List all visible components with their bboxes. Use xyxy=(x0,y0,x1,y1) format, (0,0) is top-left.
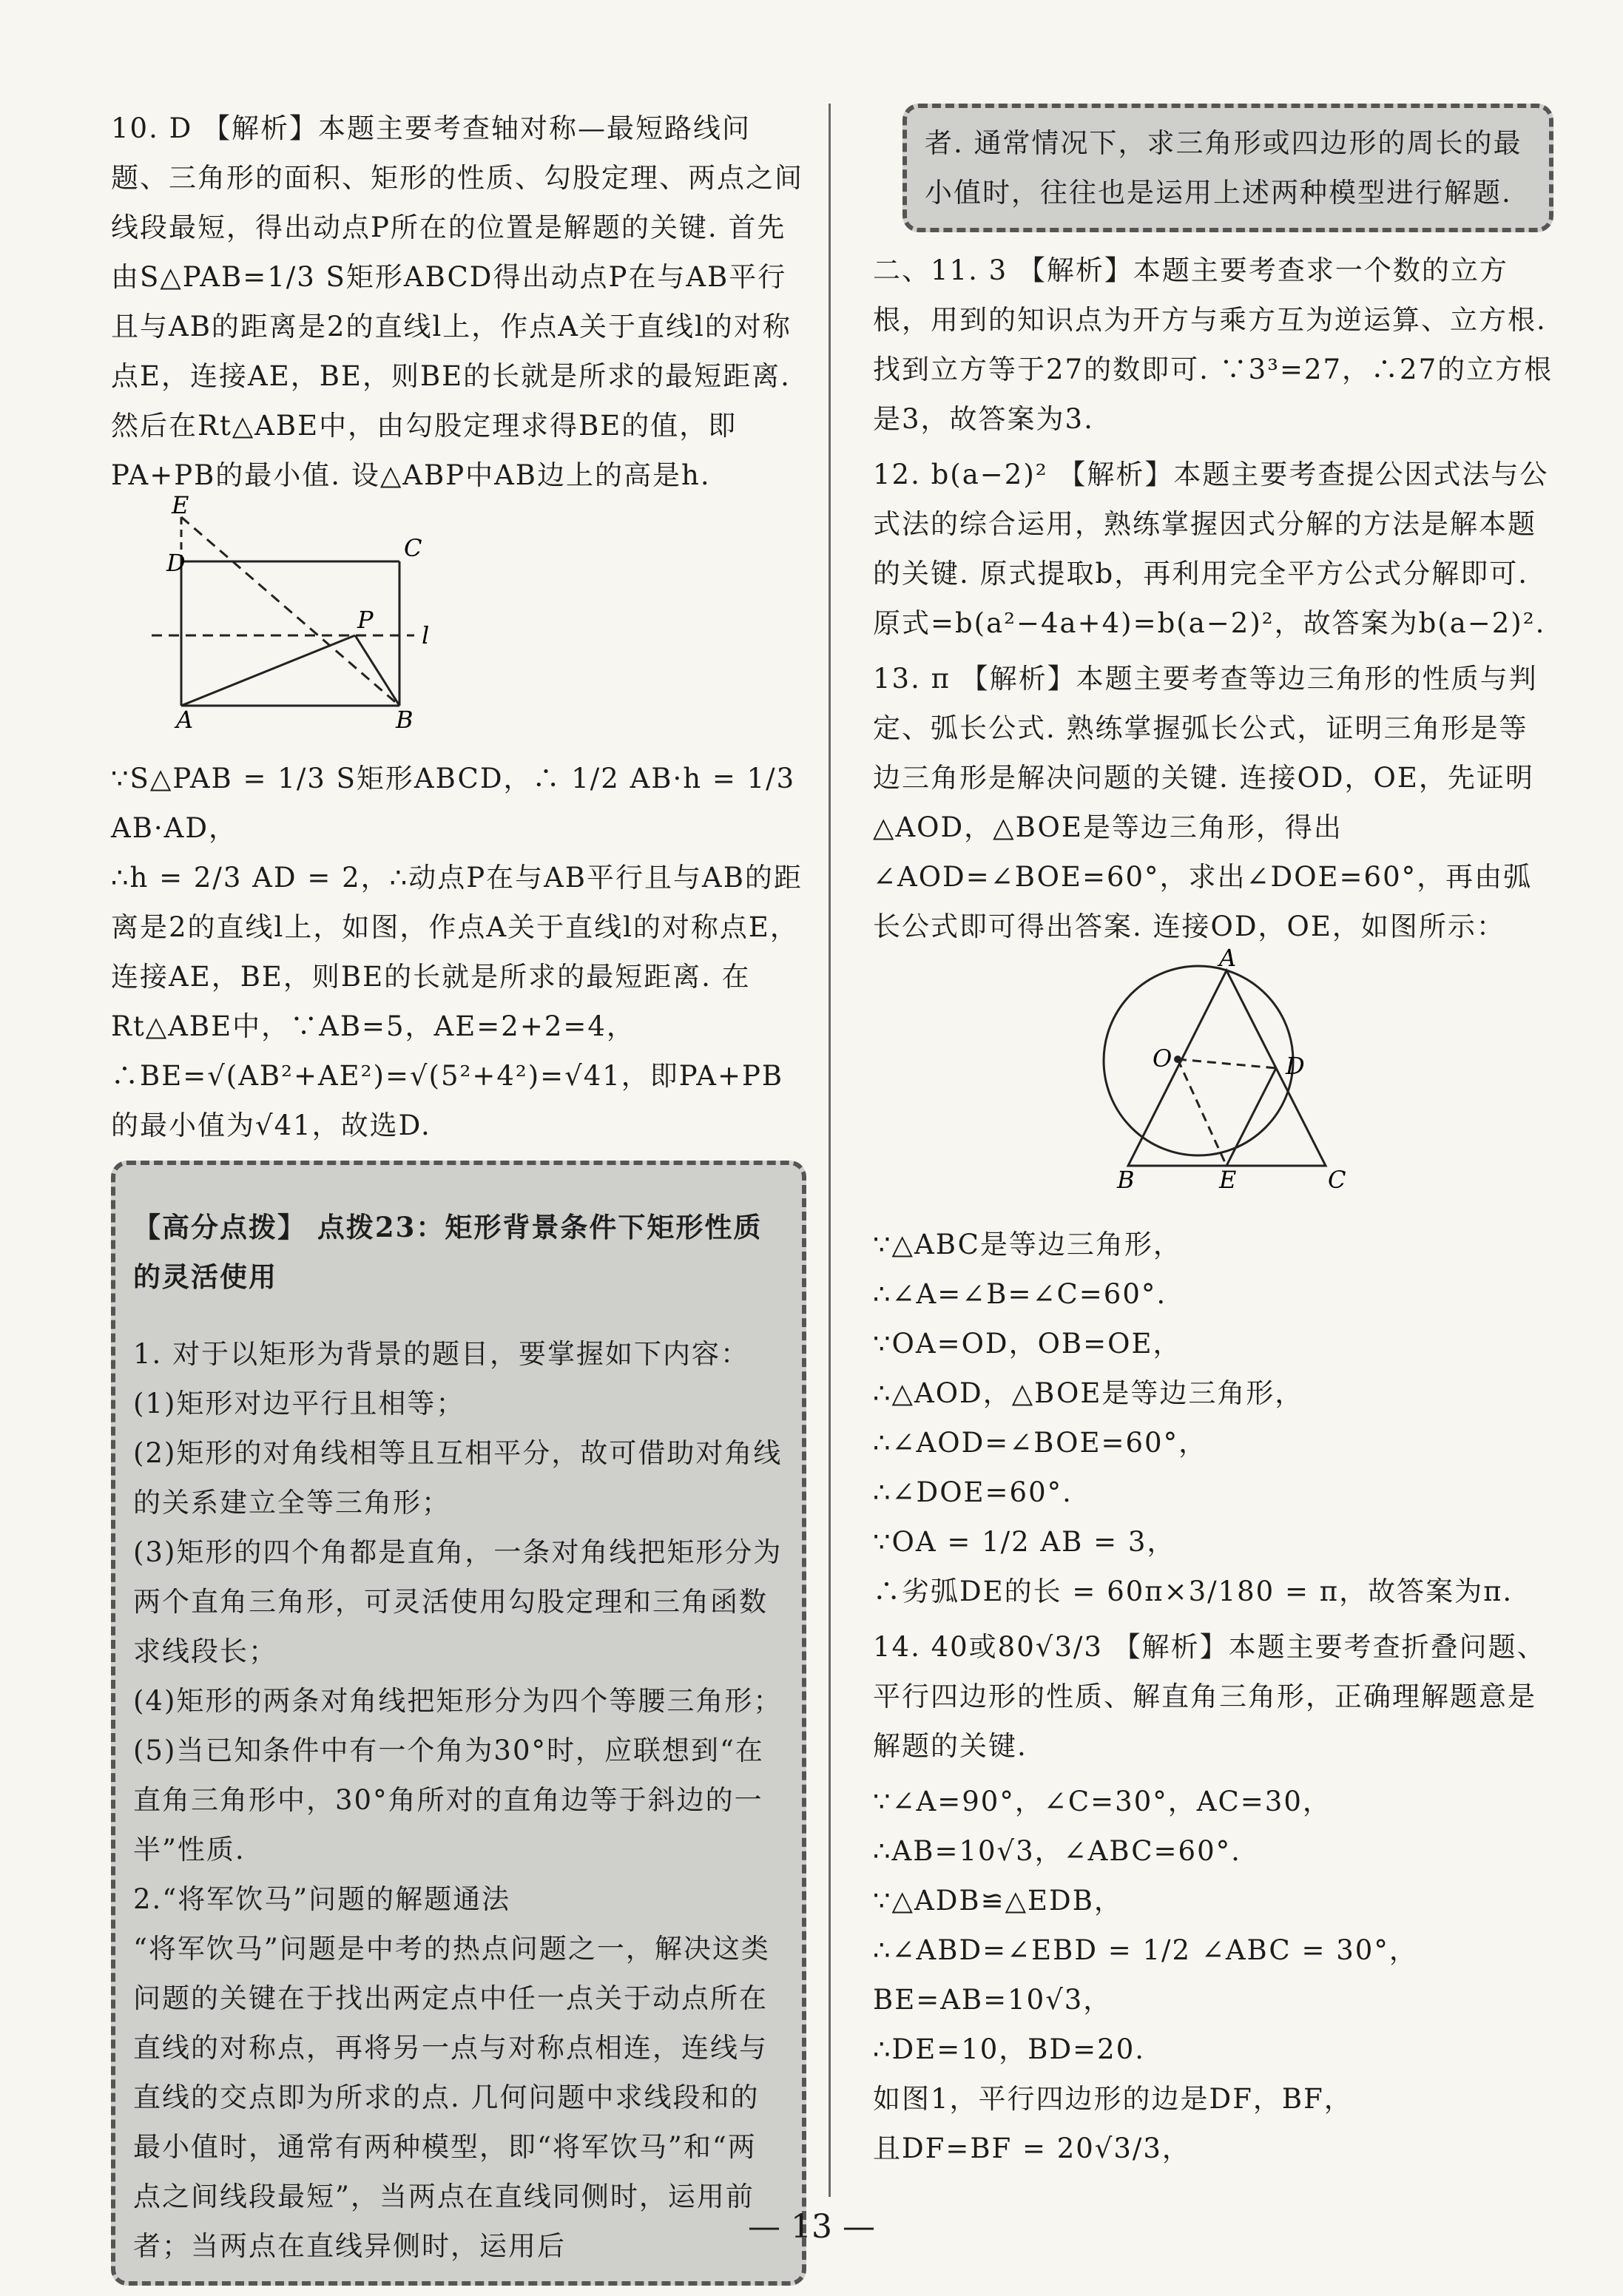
label-B: B xyxy=(1117,1166,1136,1194)
label-A: A xyxy=(176,706,195,734)
right-column xyxy=(873,104,1553,2173)
label-E: E xyxy=(172,491,191,519)
column-divider xyxy=(829,104,831,2197)
label-l: l xyxy=(422,621,431,649)
q14-step-7: 如图1，平行四边形的边是DF，BF， xyxy=(873,2083,1353,2115)
rectangle-figure xyxy=(111,491,806,743)
tip-line-2: (1)矩形对边平行且相等； xyxy=(133,1388,465,1419)
q12-solution: 12. b(a−2)² 【解析】本题主要考查提公因式法与公式法的综合运用，熟练掌握因式分解的方法是解本题的关键. 原式提取b，再利用完全平方公式分解即可. 原式=b(a²−4a+4)=b(a−2)²，故答案为b(a−2)². xyxy=(873,459,1549,639)
q13-step-6: ∴∠DOE=60°. xyxy=(873,1476,1073,1508)
label-A: A xyxy=(1219,944,1238,972)
q11-solution: 二、11. 3 【解析】本题主要考查求一个数的立方根，用到的知识点为开方与乘方互为逆运算、立方根. 找到立方等于27的数即可. ∵3³=27，∴27的立方根是3，故答案为3. xyxy=(873,254,1553,435)
label-C: C xyxy=(1328,1166,1348,1194)
page-number: — 13 — xyxy=(748,2208,875,2246)
q14-solution: 14. 40或80√3/3 【解析】本题主要考查折叠问题、平行四边形的性质、解直角三角形，正确理解题意是解题的关键. xyxy=(873,1631,1546,1762)
q10-solution: 10. D 【解析】本题主要考查轴对称—最短路线问题、三角形的面积、矩形的性质、勾股定理、两点之间线段最短，得出动点P所在的位置是解题的关键. 首先由S△PAB=1/3 S矩形ABCD得出动点P在与AB平行且与AB的距离是2的直线l上，作点A关于直线l的对称点E，连接AE，BE，则BE的长就是所求的最短距离. 然后在Rt△ABE中，由勾股定理求得BE的值，即PA+PB的最小值. 设△ABP中AB边上的高是h. xyxy=(111,112,803,491)
tip-line-7: 2.“将军饮马”问题的解题通法 xyxy=(133,1883,511,1915)
tip-box-continued xyxy=(902,104,1553,232)
rectangle-diagram xyxy=(111,491,806,734)
circle-figure xyxy=(873,944,1553,1209)
q14-step-3: ∵△ADB≌△EDB， xyxy=(873,1885,1123,1917)
q14-step-4: ∴∠ABD=∠EBD = 1/2 ∠ABC = 30°， xyxy=(873,1934,1418,1966)
tip-line-5: (4)矩形的两条对角线把矩形分为四个等腰三角形； xyxy=(133,1685,783,1717)
q14-step-5: BE=AB=10√3， xyxy=(873,1984,1113,2016)
tip-line-6: (5)当已知条件中有一个角为30°时，应联想到“在直角三角形中，30°角所对的直角边等于斜边的一半”性质. xyxy=(133,1735,764,1866)
tip-line-4: (3)矩形的四个角都是直角，一条对角线把矩形分为两个直角三角形，可灵活使用勾股定理和三角函数求线段长； xyxy=(133,1536,783,1667)
q14-step-6: ∴DE=10，BD=20. xyxy=(873,2033,1145,2065)
q13-solution: 13. π 【解析】本题主要考查等边三角形的性质与判定、弧长公式. 熟练掌握弧长公式，证明三角形是等边三角形是解决问题的关键. 连接OD，OE，先证明△AOD，△BOE是等边三角形，得出∠AOD=∠BOE=60°，求出∠DOE=60°，再由弧长公式即可得出答案. 连接OD，OE，如图所示： xyxy=(873,663,1538,942)
q13-step-2: ∴∠A=∠B=∠C=60°. xyxy=(873,1278,1167,1310)
q14-step-1: ∵∠A=90°，∠C=30°，AC=30， xyxy=(873,1786,1332,1817)
q10-step-1: ∵S△PAB = 1/3 S矩形ABCD，∴ 1/2 AB·h = 1/3 AB·AD， xyxy=(111,763,796,844)
q13-step-3: ∵OA=OD，OB=OE， xyxy=(873,1328,1182,1360)
tip-box xyxy=(111,1161,806,2286)
label-D: D xyxy=(1286,1052,1306,1080)
label-C: C xyxy=(404,534,424,562)
tip-line-3: (2)矩形的对角线相等且互相平分，故可借助对角线的关系建立全等三角形； xyxy=(133,1437,783,1519)
q13-step-8: ∴劣弧DE的长 = 60π×3/180 = π，故答案为π. xyxy=(873,1576,1514,1607)
q13-step-1: ∵△ABC是等边三角形， xyxy=(873,1229,1182,1260)
label-B: B xyxy=(396,706,415,734)
label-D: D xyxy=(166,549,187,577)
tip-line-8: “将军饮马”问题是中考的热点问题之一，解决这类问题的关键在于找出两定点中任一点关于动点所在直线的对称点，再将另一点与对称点相连，连线与直线的交点即为所求的点. 几何问题中求线段和的最小值时，通常有两种模型，即“将军饮马”和“两点之间线段最短”，当两点在直线同侧时，运用前者；当两点在直线异侧时，运用后 xyxy=(133,1933,770,2262)
q10-step-2: ∴h = 2/3 AD = 2，∴动点P在与AB平行且与AB的距离是2的直线l上，如图，作点A关于直线l的对称点E，连接AE，BE，则BE的长就是所求的最短距离. 在Rt△ABE中，∵AB=5，AE=2+2=4，∴BE=√(AB²+AE²)=√(5²+4²)=√41，即PA+PB的最小值为√41，故选D. xyxy=(111,862,803,1141)
left-column xyxy=(111,104,806,2296)
q14-step-8: 且DF=BF = 20√3/3， xyxy=(873,2133,1191,2164)
q13-step-5: ∴∠AOD=∠BOE=60°， xyxy=(873,1427,1208,1459)
q13-step-4: ∴△AOD，△BOE是等边三角形， xyxy=(873,1377,1304,1409)
label-E: E xyxy=(1219,1166,1238,1194)
label-P: P xyxy=(357,606,375,634)
tip-continued-text: 者. 通常情况下，求三角形或四边形的周长的最小值时，往往也是运用上述两种模型进行解题. xyxy=(925,127,1522,209)
tip-title: 【高分点拨】 点拨23：矩形背景条件下矩形性质的灵活使用 xyxy=(133,1211,763,1293)
tip-line-1: 1. 对于以矩形为背景的题目，要掌握如下内容： xyxy=(133,1338,750,1370)
q13-step-7: ∵OA = 1/2 AB = 3， xyxy=(873,1526,1176,1558)
q14-step-2: ∴AB=10√3，∠ABC=60°. xyxy=(873,1835,1241,1867)
circle-diagram xyxy=(873,944,1553,1194)
label-O: O xyxy=(1153,1044,1174,1073)
